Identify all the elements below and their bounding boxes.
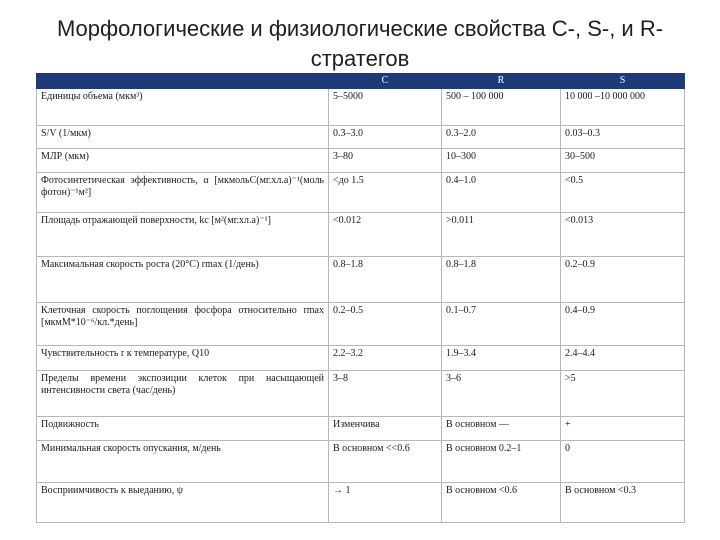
value-cell-r: 3–6 (442, 371, 561, 417)
table-header-row (37, 74, 685, 89)
value-cell-s: 0 (561, 441, 685, 483)
page-title (30, 14, 690, 74)
value-cell-c: 0.8–1.8 (329, 257, 442, 303)
param-cell: S/V (1/мкм) (37, 126, 329, 149)
header-cell-parameter (37, 74, 329, 89)
value-cell-r: 0.8–1.8 (442, 257, 561, 303)
param-cell: Фотосинтетическая эффективность, α [мкмольС(мг.хл.а)⁻¹(моль фотон)⁻¹м²] (37, 173, 329, 213)
value-cell-c: → 1 (329, 483, 442, 523)
param-cell: МЛР (мкм) (37, 149, 329, 173)
value-cell-s: В основном <0.3 (561, 483, 685, 523)
value-cell-c: 2.2–3.2 (329, 346, 442, 371)
table-row (37, 173, 685, 213)
table-row (37, 371, 685, 417)
title-line-1: Морфологические и физиологические свойства C-, S-, и R- (56, 16, 664, 41)
table-row (37, 483, 685, 523)
value-cell-r: >0.011 (442, 213, 561, 257)
value-cell-s: >5 (561, 371, 685, 417)
value-cell-r: В основном — (442, 417, 561, 441)
param-cell: Площадь отражающей поверхности, kc [м²(мг.хл.а)⁻¹] (37, 213, 329, 257)
title-line-2: стратегов (310, 46, 410, 71)
param-cell: Максимальная скорость роста (20°C) rmax (1/день) (37, 257, 329, 303)
value-cell-r: 0.3–2.0 (442, 126, 561, 149)
value-cell-s: <0.013 (561, 213, 685, 257)
value-cell-r: В основном 0.2–1 (442, 441, 561, 483)
header-cell-c: C (329, 74, 442, 89)
value-cell-s: 0.03–0.3 (561, 126, 685, 149)
value-cell-r: 10–300 (442, 149, 561, 173)
param-cell: Подвижность (37, 417, 329, 441)
value-cell-r: 500 – 100 000 (442, 89, 561, 126)
value-cell-r: 0.1–0.7 (442, 303, 561, 346)
param-cell: Пределы времени экспозиции клеток при насыщающей интенсивности света (час/день) (37, 371, 329, 417)
param-cell: Единицы объема (мкм³) (37, 89, 329, 126)
table-row (37, 126, 685, 149)
table-row (37, 303, 685, 346)
value-cell-c: В основном <<0.6 (329, 441, 442, 483)
param-cell: Восприимчивость к выеданию, ψ (37, 483, 329, 523)
header-cell-r: R (442, 74, 561, 89)
value-cell-c: <до 1.5 (329, 173, 442, 213)
value-cell-s: <0.5 (561, 173, 685, 213)
value-cell-r: В основном <0.6 (442, 483, 561, 523)
value-cell-c: 0.3–3.0 (329, 126, 442, 149)
value-cell-c: <0.012 (329, 213, 442, 257)
table-row (37, 89, 685, 126)
value-cell-c: 3–8 (329, 371, 442, 417)
table-row (37, 257, 685, 303)
table-row (37, 346, 685, 371)
value-cell-s: 2.4–4.4 (561, 346, 685, 371)
value-cell-s: + (561, 417, 685, 441)
value-cell-s: 0.4–0.9 (561, 303, 685, 346)
table-row (37, 149, 685, 173)
header-cell-s: S (561, 74, 685, 89)
value-cell-c: 0.2–0.5 (329, 303, 442, 346)
value-cell-r: 1.9–3.4 (442, 346, 561, 371)
value-cell-s: 30–500 (561, 149, 685, 173)
properties-table (36, 73, 685, 523)
table-row (37, 213, 685, 257)
param-cell: Минимальная скорость опускания, м/день (37, 441, 329, 483)
param-cell: Чувствительность r к температуре, Q10 (37, 346, 329, 371)
value-cell-s: 10 000 –10 000 000 (561, 89, 685, 126)
value-cell-r: 0.4–1.0 (442, 173, 561, 213)
value-cell-c: Изменчива (329, 417, 442, 441)
table-row (37, 441, 685, 483)
value-cell-s: 0.2–0.9 (561, 257, 685, 303)
param-cell: Клеточная скорость поглощения фосфора относительно rmax [мкмМ*10⁻⁶/кл.*день] (37, 303, 329, 346)
value-cell-c: 3–80 (329, 149, 442, 173)
table-row (37, 417, 685, 441)
value-cell-c: 5–5000 (329, 89, 442, 126)
